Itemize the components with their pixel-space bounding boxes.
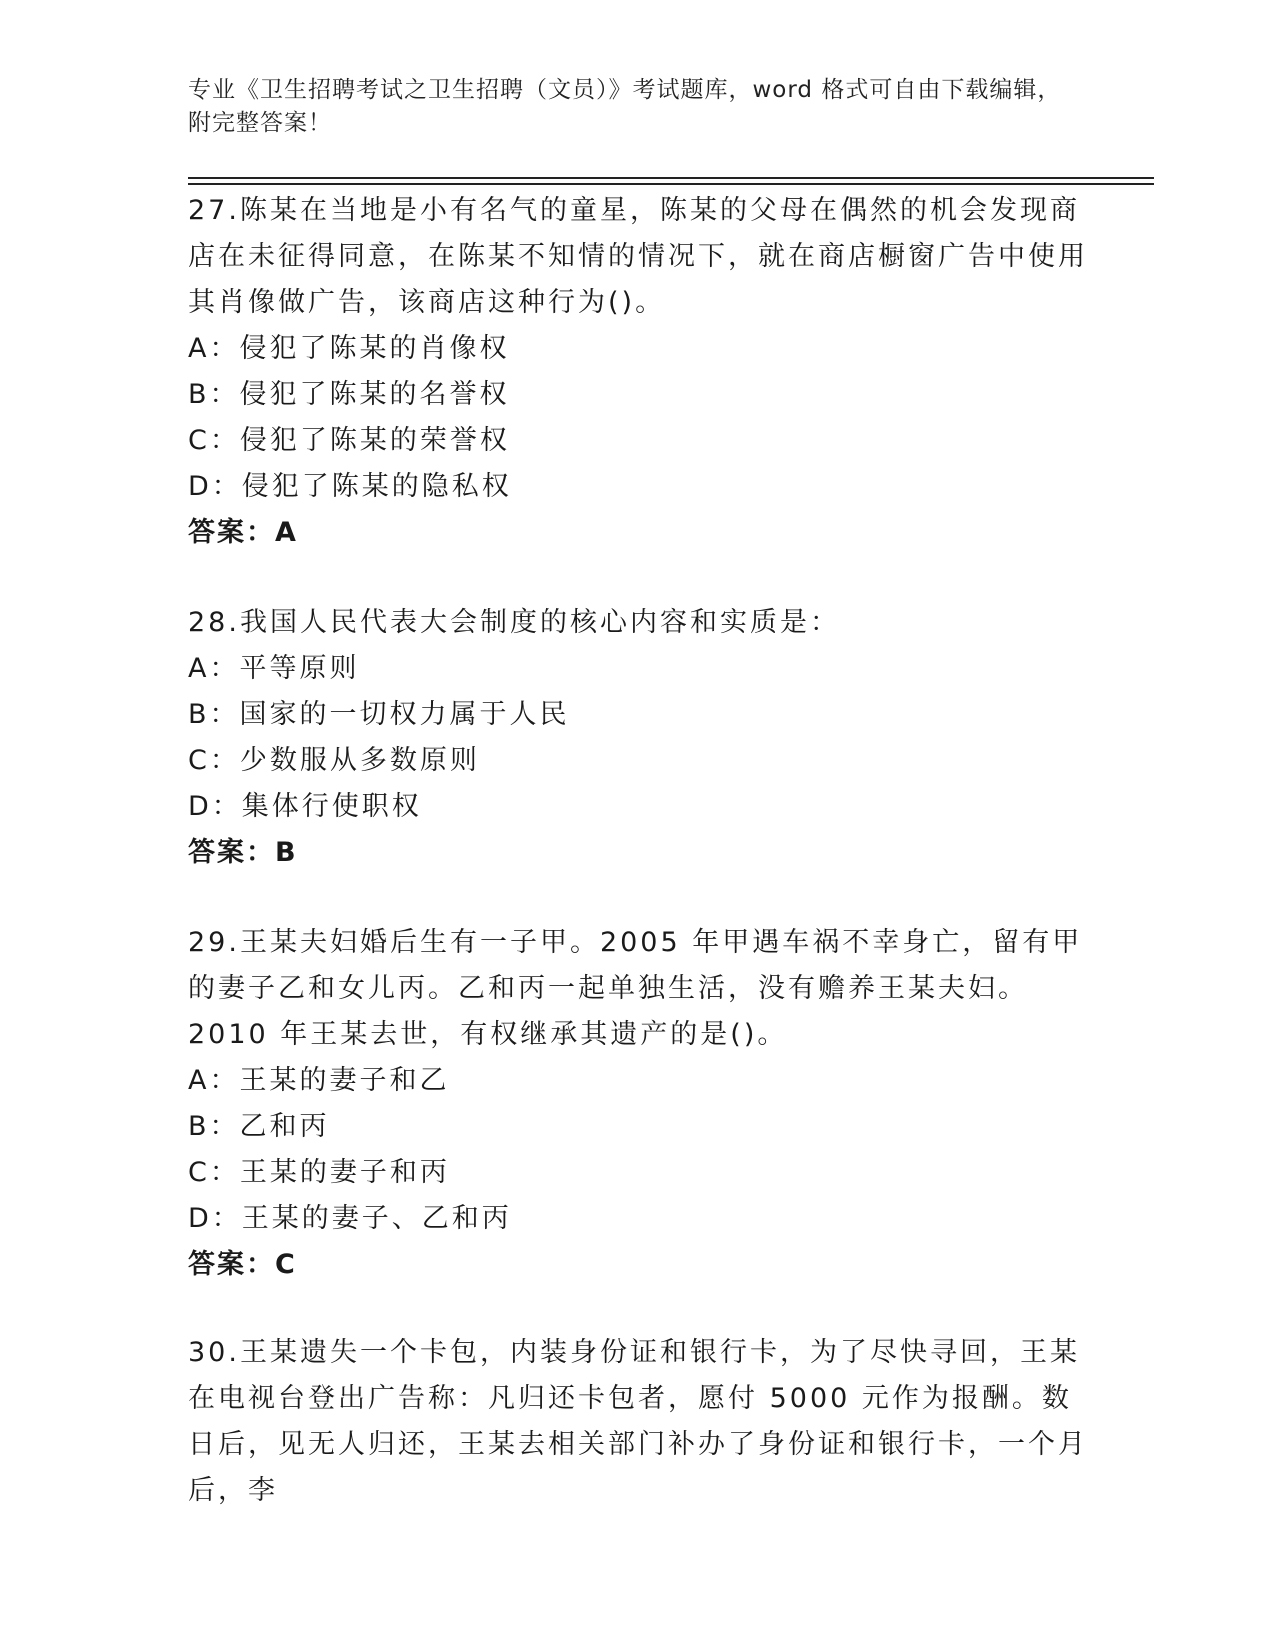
question-30: [188, 1330, 1088, 1514]
option-a: A：侵犯了陈某的肖像权: [188, 333, 510, 364]
question-stem: 29.王某夫妇婚后生有一子甲。2005 年甲遇车祸不幸身亡，留有甲的妻子乙和女儿丙。乙和丙一起单独生活，没有赡养王某夫妇。2010 年王某去世，有权继承其遗产的是()。: [188, 927, 1083, 1050]
option-a: A：平等原则: [188, 653, 360, 684]
header-divider-top: [188, 177, 1154, 179]
question-stem: 30.王某遗失一个卡包，内装身份证和银行卡，为了尽快寻回，王某在电视台登出广告称：凡归还卡包者，愿付 5000 元作为报酬。数日后，见无人归还，王某去相关部门补办了身份证和银行卡，一个月后，李: [188, 1337, 1088, 1506]
answer-label: 答案：C: [188, 1249, 297, 1280]
answer-label: 答案：A: [188, 517, 298, 548]
question-stem: 28.我国人民代表大会制度的核心内容和实质是：: [188, 607, 840, 638]
option-b: B：国家的一切权力属于人民: [188, 699, 570, 730]
option-c: C：王某的妻子和丙: [188, 1157, 450, 1188]
option-b: B：侵犯了陈某的名誉权: [188, 379, 510, 410]
option-c: C：少数服从多数原则: [188, 745, 480, 776]
header-divider-bottom: [188, 183, 1154, 185]
question-28: [188, 600, 1088, 876]
question-27: [188, 188, 1088, 556]
option-b: B：乙和丙: [188, 1111, 330, 1142]
question-29: [188, 920, 1088, 1288]
option-d: D：王某的妻子、乙和丙: [188, 1203, 512, 1234]
option-d: D：侵犯了陈某的隐私权: [188, 471, 512, 502]
option-c: C：侵犯了陈某的荣誉权: [188, 425, 510, 456]
question-stem: 27.陈某在当地是小有名气的童星，陈某的父母在偶然的机会发现商店在未征得同意，在陈某不知情的情况下，就在商店橱窗广告中使用其肖像做广告，该商店这种行为()。: [188, 195, 1088, 318]
option-a: A：王某的妻子和乙: [188, 1065, 450, 1096]
document-header: 专业《卫生招聘考试之卫生招聘（文员）》考试题库，word 格式可自由下载编辑，附完整答案！: [188, 77, 1062, 136]
answer-label: 答案：B: [188, 837, 298, 868]
option-d: D：集体行使职权: [188, 791, 422, 822]
